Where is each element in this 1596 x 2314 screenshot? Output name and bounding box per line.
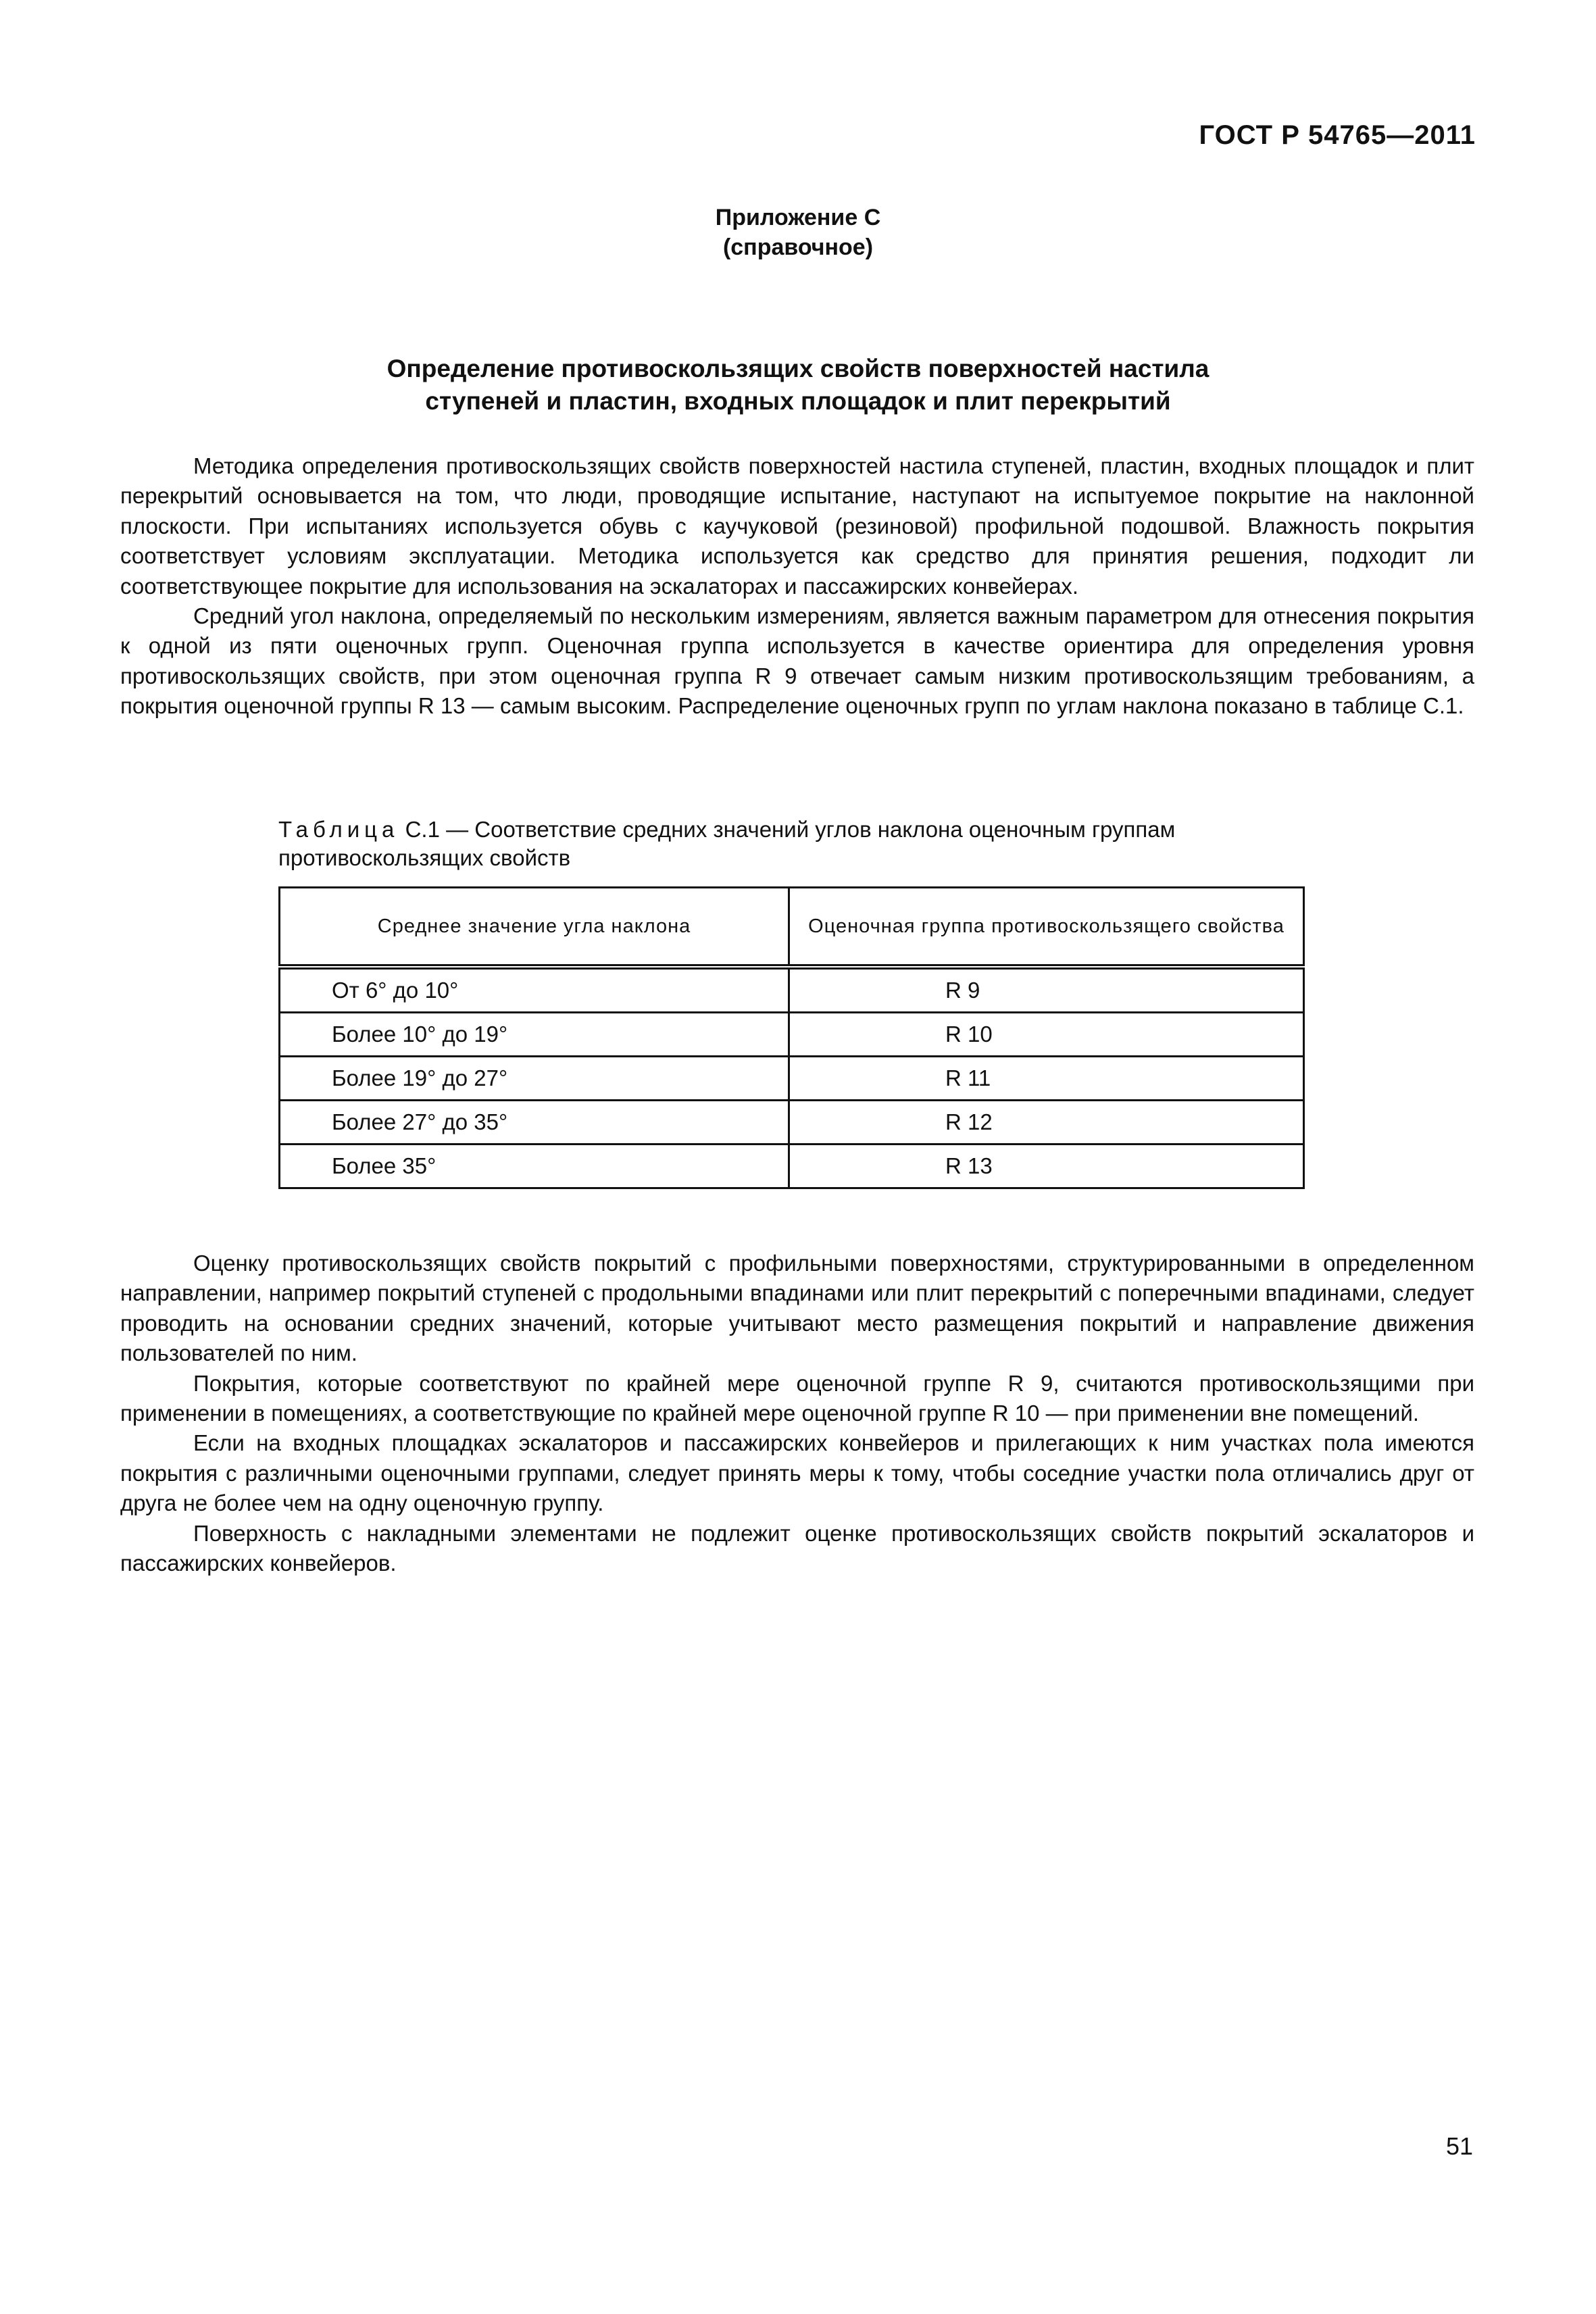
table-row	[280, 967, 1304, 1013]
annex-heading	[0, 203, 1596, 262]
cell-angle: Более 19° до 27°	[280, 1057, 789, 1101]
document-code: ГОСТ Р 54765—2011	[1199, 120, 1476, 150]
cell-group: R 13	[789, 1145, 1304, 1188]
annex-label: Приложение С	[715, 205, 881, 230]
table-row	[280, 1101, 1304, 1145]
page-number: 51	[1445, 2132, 1473, 2160]
annex-title-line-1: Определение противоскользящих свойств поверхностей настила	[386, 355, 1210, 382]
paragraph: Средний угол наклона, определяемый по нескольким измерениям, является важным параметром для отнесения покрытия к одной из пяти оценочных групп. Оценочная группа используется в качестве ориентира для определения уровня противоскользящих свойств, при этом оценочная группа R 9 отвечает самым низким противоскользящим требованиям, а покрытия оценочной группы R 13 — самым высоким. Распределение оценочных групп по углам наклона показано в таблице С.1.	[120, 603, 1474, 719]
cell-angle: Более 10° до 19°	[280, 1013, 789, 1057]
table-caption-text: — Соответствие средних значений углов наклона оценочным группам	[446, 817, 1176, 842]
cell-angle: Более 35°	[280, 1145, 789, 1188]
table-row	[280, 1145, 1304, 1188]
slope-group-table	[278, 886, 1305, 1189]
paragraph: Методика определения противоскользящих свойств поверхностей настила ступеней, пластин, входных площадок и плит перекрытий основывается на том, что люди, проводящие испытание, наступают на испытуемое покрытие на наклонной плоскости. При испытаниях используется обувь с каучуковой (резиновой) профильной подошвой. Влажность покрытия соответствует условиям эксплуатации. Методика используется как средство для принятия решения, подходит ли соответствующее покрытие для использования на эскалаторах и пассажирских конвейерах.	[120, 453, 1474, 599]
paragraph: Оценку противоскользящих свойств покрытий с профильными поверхностями, структурированными в определенном направлении, например покрытий ступеней с продольными впадинами или плит перекрытий с поперечными впадинами, следует проводить на основании средних значений, которые учитывают место размещения покрытий и направление движения пользователей по ним.	[120, 1251, 1474, 1366]
column-header-group: Оценочная группа противоскользящего свойства	[789, 888, 1304, 967]
annex-title-line-2: ступеней и пластин, входных площадок и плит перекрытий	[425, 387, 1171, 415]
annex-type: (справочное)	[722, 234, 874, 260]
table-row	[280, 1057, 1304, 1101]
body-text-intro	[120, 451, 1474, 722]
table-caption	[278, 815, 1332, 872]
annex-title	[0, 353, 1596, 418]
body-text-conclusion	[120, 1249, 1474, 1578]
paragraph: Поверхность с накладными элементами не подлежит оценке противоскользящих свойств покрытий эскалаторов и пассажирских конвейеров.	[120, 1520, 1474, 1576]
cell-group: R 10	[789, 1013, 1304, 1057]
table-row	[280, 1013, 1304, 1057]
cell-group: R 12	[789, 1101, 1304, 1145]
table-caption-label: Таблица	[278, 817, 399, 842]
paragraph: Если на входных площадках эскалаторов и пассажирских конвейеров и прилегающих к ним участках пола имеются покрытия с различными оценочными группами, следует принять меры к тому, чтобы соседние участки пола отличались друг от друга не более чем на одну оценочную группу.	[120, 1430, 1474, 1516]
table-container	[278, 886, 1303, 1189]
cell-group: R 11	[789, 1057, 1304, 1101]
paragraph: Покрытия, которые соответствуют по крайней мере оценочной группе R 9, считаются противоскользящими при применении в помещениях, а соответствующие по крайней мере оценочной группе R 10 — при применении вне помещений.	[120, 1370, 1474, 1426]
cell-group: R 9	[789, 967, 1304, 1013]
column-header-angle: Среднее значение угла наклона	[280, 888, 789, 967]
table-header-row	[280, 888, 1304, 967]
cell-angle: Более 27° до 35°	[280, 1101, 789, 1145]
table-caption-text-line-2: противоскользящих свойств	[278, 845, 571, 870]
cell-angle: От 6° до 10°	[280, 967, 789, 1013]
table-caption-number: С.1	[405, 817, 440, 842]
